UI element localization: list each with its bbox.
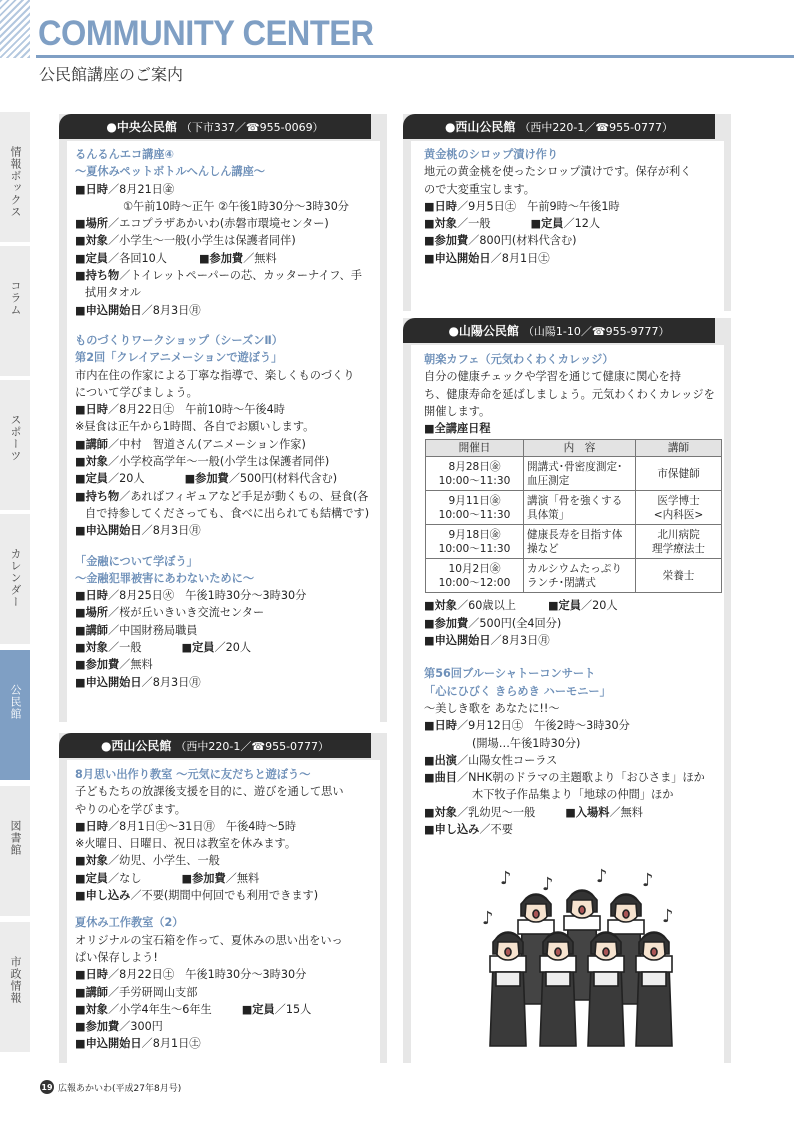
svg-text:♪: ♪ bbox=[542, 874, 554, 895]
tab-city-info[interactable]: 市政情報 bbox=[0, 922, 30, 1054]
choir-illustration bbox=[478, 862, 688, 1052]
course-title: 8月思い出作り教室 ～元気に友だちと遊ぼう～ bbox=[75, 768, 311, 781]
course-subtitle: ～金融犯罪被害にあわないために～ bbox=[75, 571, 255, 585]
header-stripe bbox=[0, 0, 30, 58]
tab-library[interactable]: 図書館 bbox=[0, 786, 30, 918]
course-subtitle: 「心にひびく きらめき ハーモニー」 bbox=[424, 684, 611, 698]
course-title: るんるんエコ講座④ bbox=[75, 148, 174, 161]
tab-calendar[interactable]: カレンダー bbox=[0, 514, 30, 646]
course-title: 夏休み工作教室（2） bbox=[75, 916, 184, 930]
tab-column[interactable]: コラム bbox=[0, 246, 30, 378]
page-title: COMMUNITY CENTER bbox=[38, 14, 374, 53]
svg-text:♪: ♪ bbox=[596, 866, 608, 887]
page-subtitle: 公民館講座のご案内 bbox=[39, 65, 184, 84]
chuo-content: るんるんエコ講座④ ～夏休みペットボトルへんしん講座～ ■日時／8月21日㊎ ①午前10時～正午 ②午後1時30分～3時30分 ■場所／エコプラザあかいわ(赤磐市環境センター) ■対象／小学生～一般(小学生は保護者同伴) ■定員／各回10人 ■参加費／無料 ■持ち物／トイレットペーパーの芯、カッターナイフ、手 拭用タオル ■申込開始日／8月3日㊊ ものづくりワークショップ（シーズンⅡ） 第2回「クレイアニメーションで遊ぼう」 市内在住の作家による丁寧な指導で、楽しくものづくり について学びましょう。 ■日時／8月22日㊏ 午前10時～午後4時 ※昼食は正午から1時間、各自でお願いします。 ■講師／中村 智道さん(アニメーション作家) ■対象／小学校高学年～一般(小学生は保護者同伴) ■定員／20人 ■参加費／500円(材料代含む) ■持ち物／あればフィギュアなど手足が動くもの、昼食(各 自で持参してくださっても、食べに出られても結構です) ■申込開始日／8月3日㊊ 「金融について学ぼう」 ～金融犯罪被害にあわないために～ ■日時／8月25日㊋ 午後1時30分～3時30分 ■場所／桜が丘いきいき交流センター ■講師／中国財務局職員 ■対象／一般 ■定員／20人 ■参加費／無料 ■申込開始日／8月3日㊊ bbox=[75, 146, 380, 691]
tab-info-box[interactable]: 情報ボックス bbox=[0, 112, 30, 244]
panel-header-nishiyama-2: ●西山公民館 （西中220-1／☎955-0777） bbox=[403, 114, 715, 139]
title-rule bbox=[36, 55, 794, 58]
course-title: 朝楽カフェ（元気わくわくカレッジ） bbox=[424, 353, 614, 366]
table-row: 9月18日㊎ 10:00～11:30 健康長寿を目指す体 操など 北川病院 理学療法士 bbox=[426, 525, 722, 559]
sanyo-content: 朝楽カフェ（元気わくわくカレッジ） 自分の健康チェックや学習を通じて健康に関心を持 ち、健康寿命を延ばしましょう。元気わくわくカレッジを 開催します。 ■全講座日程 開催日 内 容 講師 8月28日㊎ 10:00～11:30 開講式･骨密度測定･ 血圧測定 市保健師 9月11日㊎ 10:00～11:30 講演「骨を強くする 具体策」 医学博士 <内科医> 9月18日㊎ 10:00～11:30 健康長寿を目指す体 操など 北川病院 理学療法士 10月2日㊎ 10:00～12:00 カルシウムたっぷり ランチ･閉講式 栄養士 ■対象／60歳以上 ■定員／20人 ■参加費／500円(全4回分) ■申込開始日／8月3日㊊ 第56回ブルーシャトーコンサート 「心にひびく きらめき ハーモニー」 ～美しき歌を あなたに!!～ ■日時／9月12日㊏ 午後2時～3時30分 (開場…午後1時30分) ■出演／山陽女性コーラス ■曲目／NHK朝のドラマの主題歌より「おひさま」ほか 木下牧子作品集より「地球の仲間」ほか ■対象／乳幼児～一般 ■入場料／無料 ■申し込み／不要 bbox=[424, 351, 724, 838]
publication-name: 広報あかいわ(平成27年8月号) bbox=[58, 1083, 182, 1094]
table-row: 9月11日㊎ 10:00～11:30 講演「骨を強くする 具体策」 医学博士 <内科医> bbox=[426, 491, 722, 525]
panel-header-sanyo: ●山陽公民館 （山陽1-10／☎955-9777） bbox=[403, 318, 715, 343]
course-subtitle: ～夏休みペットボトルへんしん講座～ bbox=[75, 165, 265, 179]
course-title: 「金融について学ぼう」 bbox=[75, 554, 198, 568]
tab-kominkan[interactable]: 公民館 bbox=[0, 650, 30, 782]
page-number: 19 bbox=[40, 1080, 54, 1094]
course-title: 第56回ブルーシャトーコンサート bbox=[424, 667, 596, 681]
course-title: ものづくりワークショップ（シーズンⅡ） bbox=[75, 333, 283, 347]
svg-text:♪: ♪ bbox=[482, 908, 494, 929]
nishiyama-1-content: 8月思い出作り教室 ～元気に友だちと遊ぼう～ 子どもたちの放課後支援を目的に、遊びを通して思い やりの心を学びます。 ■日時／8月1日㊏～31日㊊ 午後4時～5時 ※火曜日、日曜日、祝日は教室を休みます。 ■対象／幼児、小学生、一般 ■定員／なし ■参加費／無料 ■申し込み／不要(期間中何回でも利用できます) 夏休み工作教室（2） オリジナルの宝石箱を作って、夏休みの思い出をいっ ぱい保存しよう! ■日時／8月22日㊏ 午後1時30分～3時30分 ■講師／手労研岡山支部 ■対象／小学4年生～6年生 ■定員／15人 ■参加費／300円 ■申込開始日／8月1日㊏ bbox=[75, 766, 380, 1053]
tab-sports[interactable]: スポーツ bbox=[0, 380, 30, 512]
schedule-table: 開催日 内 容 講師 8月28日㊎ 10:00～11:30 開講式･骨密度測定･ 血圧測定 市保健師 9月11日㊎ 10:00～11:30 講演「骨を強くする 具体策」 医学博士 <内科医> 9月18日㊎ 10:00～11:30 健康長寿を目指す体 操など 北川病院 理学療法士 10月2日㊎ 10:00～12:00 カルシウムたっぷり ランチ･閉講式 栄養士 bbox=[425, 439, 722, 593]
svg-text:♪: ♪ bbox=[662, 906, 674, 927]
svg-text:♪: ♪ bbox=[642, 870, 654, 891]
panel-header-nishiyama-1: ●西山公民館 （西中220-1／☎955-0777） bbox=[59, 733, 371, 758]
table-row: 10月2日㊎ 10:00～12:00 カルシウムたっぷり ランチ･閉講式 栄養士 bbox=[426, 559, 722, 593]
table-row: 8月28日㊎ 10:00～11:30 開講式･骨密度測定･ 血圧測定 市保健師 bbox=[426, 457, 722, 491]
course-subtitle: 第2回「クレイアニメーションで遊ぼう」 bbox=[75, 351, 283, 365]
svg-text:♪: ♪ bbox=[500, 868, 512, 889]
panel-header-chuo: ●中央公民館 （下市337／☎955-0069） bbox=[59, 114, 371, 139]
footer bbox=[40, 1080, 181, 1094]
course-title: 黄金桃のシロップ漬け作り bbox=[424, 148, 559, 161]
nishiyama-2-content: 黄金桃のシロップ漬け作り 地元の黄金桃を使ったシロップ漬けです。保存が利く ので大変重宝します。 ■日時／9月5日㊏ 午前9時～午後1時 ■対象／一般 ■定員／12人 ■参加費／800円(材料代含む) ■申込開始日／8月1日㊏ bbox=[424, 146, 724, 267]
